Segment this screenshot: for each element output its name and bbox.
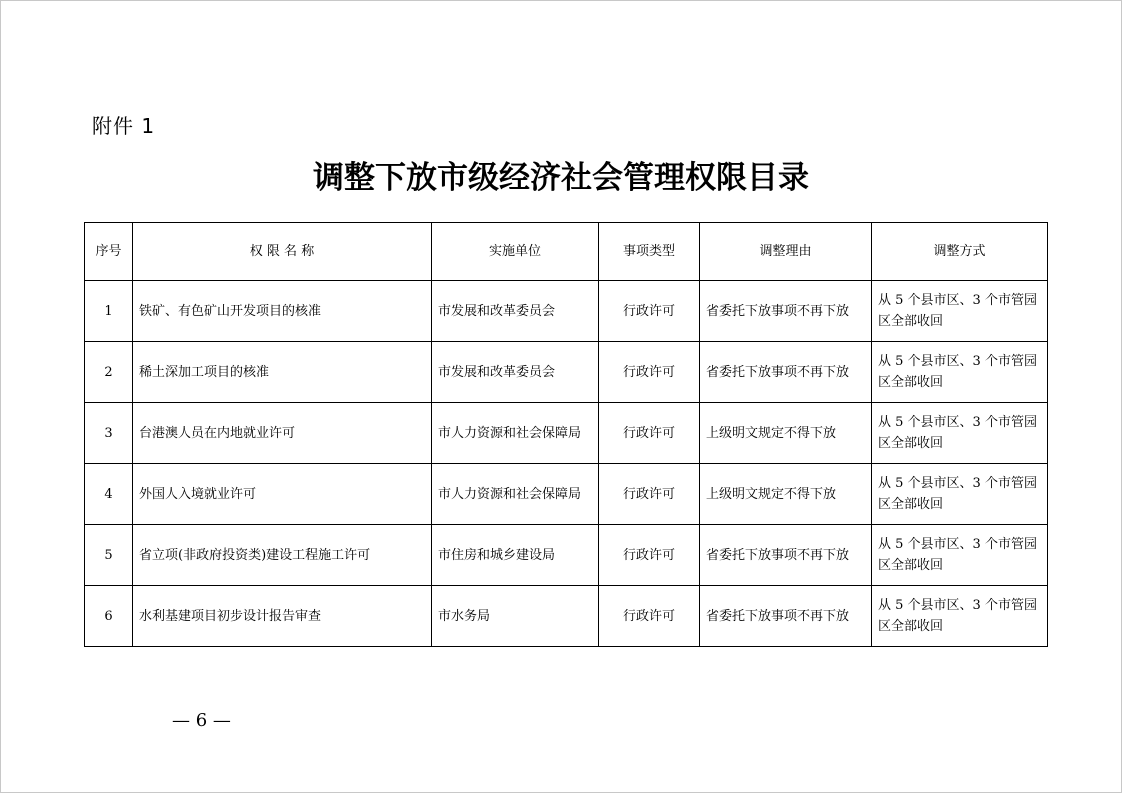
table-row [85,586,1048,647]
header-type: 事项类型 [599,223,700,281]
header-no: 序号 [85,223,133,281]
page-number: — 6 — [172,710,231,731]
cell-no: 5 [85,525,133,586]
attachment-label: 附件 1 [92,114,156,138]
header-mode: 调整方式 [872,223,1048,281]
cell-type: 行政许可 [599,586,700,647]
cell-type: 行政许可 [599,281,700,342]
table-row [85,281,1048,342]
cell-unit: 市发展和改革委员会 [432,281,599,342]
document-title: 调整下放市级经济社会管理权限目录 [313,160,809,196]
cell-reason: 省委托下放事项不再下放 [700,342,872,403]
cell-mode: 从 5 个县市区、3 个市管园区全部收回 [872,403,1048,464]
authority-catalog-table [84,222,1048,647]
cell-name: 铁矿、有色矿山开发项目的核准 [133,281,432,342]
cell-mode: 从 5 个县市区、3 个市管园区全部收回 [872,281,1048,342]
cell-mode: 从 5 个县市区、3 个市管园区全部收回 [872,586,1048,647]
cell-name: 省立项(非政府投资类)建设工程施工许可 [133,525,432,586]
cell-unit: 市人力资源和社会保障局 [432,403,599,464]
cell-unit: 市发展和改革委员会 [432,342,599,403]
cell-mode: 从 5 个县市区、3 个市管园区全部收回 [872,464,1048,525]
header-name: 权 限 名 称 [133,223,432,281]
cell-name: 台港澳人员在内地就业许可 [133,403,432,464]
table-row [85,464,1048,525]
cell-unit: 市水务局 [432,586,599,647]
cell-unit: 市住房和城乡建设局 [432,525,599,586]
cell-type: 行政许可 [599,342,700,403]
cell-no: 6 [85,586,133,647]
cell-reason: 上级明文规定不得下放 [700,403,872,464]
cell-no: 3 [85,403,133,464]
table-row [85,342,1048,403]
cell-no: 4 [85,464,133,525]
table-row [85,525,1048,586]
cell-no: 1 [85,281,133,342]
cell-unit: 市人力资源和社会保障局 [432,464,599,525]
cell-reason: 省委托下放事项不再下放 [700,281,872,342]
cell-name: 水利基建项目初步设计报告审查 [133,586,432,647]
cell-mode: 从 5 个县市区、3 个市管园区全部收回 [872,342,1048,403]
cell-type: 行政许可 [599,403,700,464]
header-unit: 实施单位 [432,223,599,281]
table-row [85,403,1048,464]
table-header-row [85,223,1048,281]
cell-reason: 省委托下放事项不再下放 [700,525,872,586]
cell-reason: 省委托下放事项不再下放 [700,586,872,647]
cell-reason: 上级明文规定不得下放 [700,464,872,525]
cell-no: 2 [85,342,133,403]
cell-type: 行政许可 [599,464,700,525]
cell-mode: 从 5 个县市区、3 个市管园区全部收回 [872,525,1048,586]
cell-type: 行政许可 [599,525,700,586]
cell-name: 稀土深加工项目的核准 [133,342,432,403]
header-reason: 调整理由 [700,223,872,281]
cell-name: 外国人入境就业许可 [133,464,432,525]
